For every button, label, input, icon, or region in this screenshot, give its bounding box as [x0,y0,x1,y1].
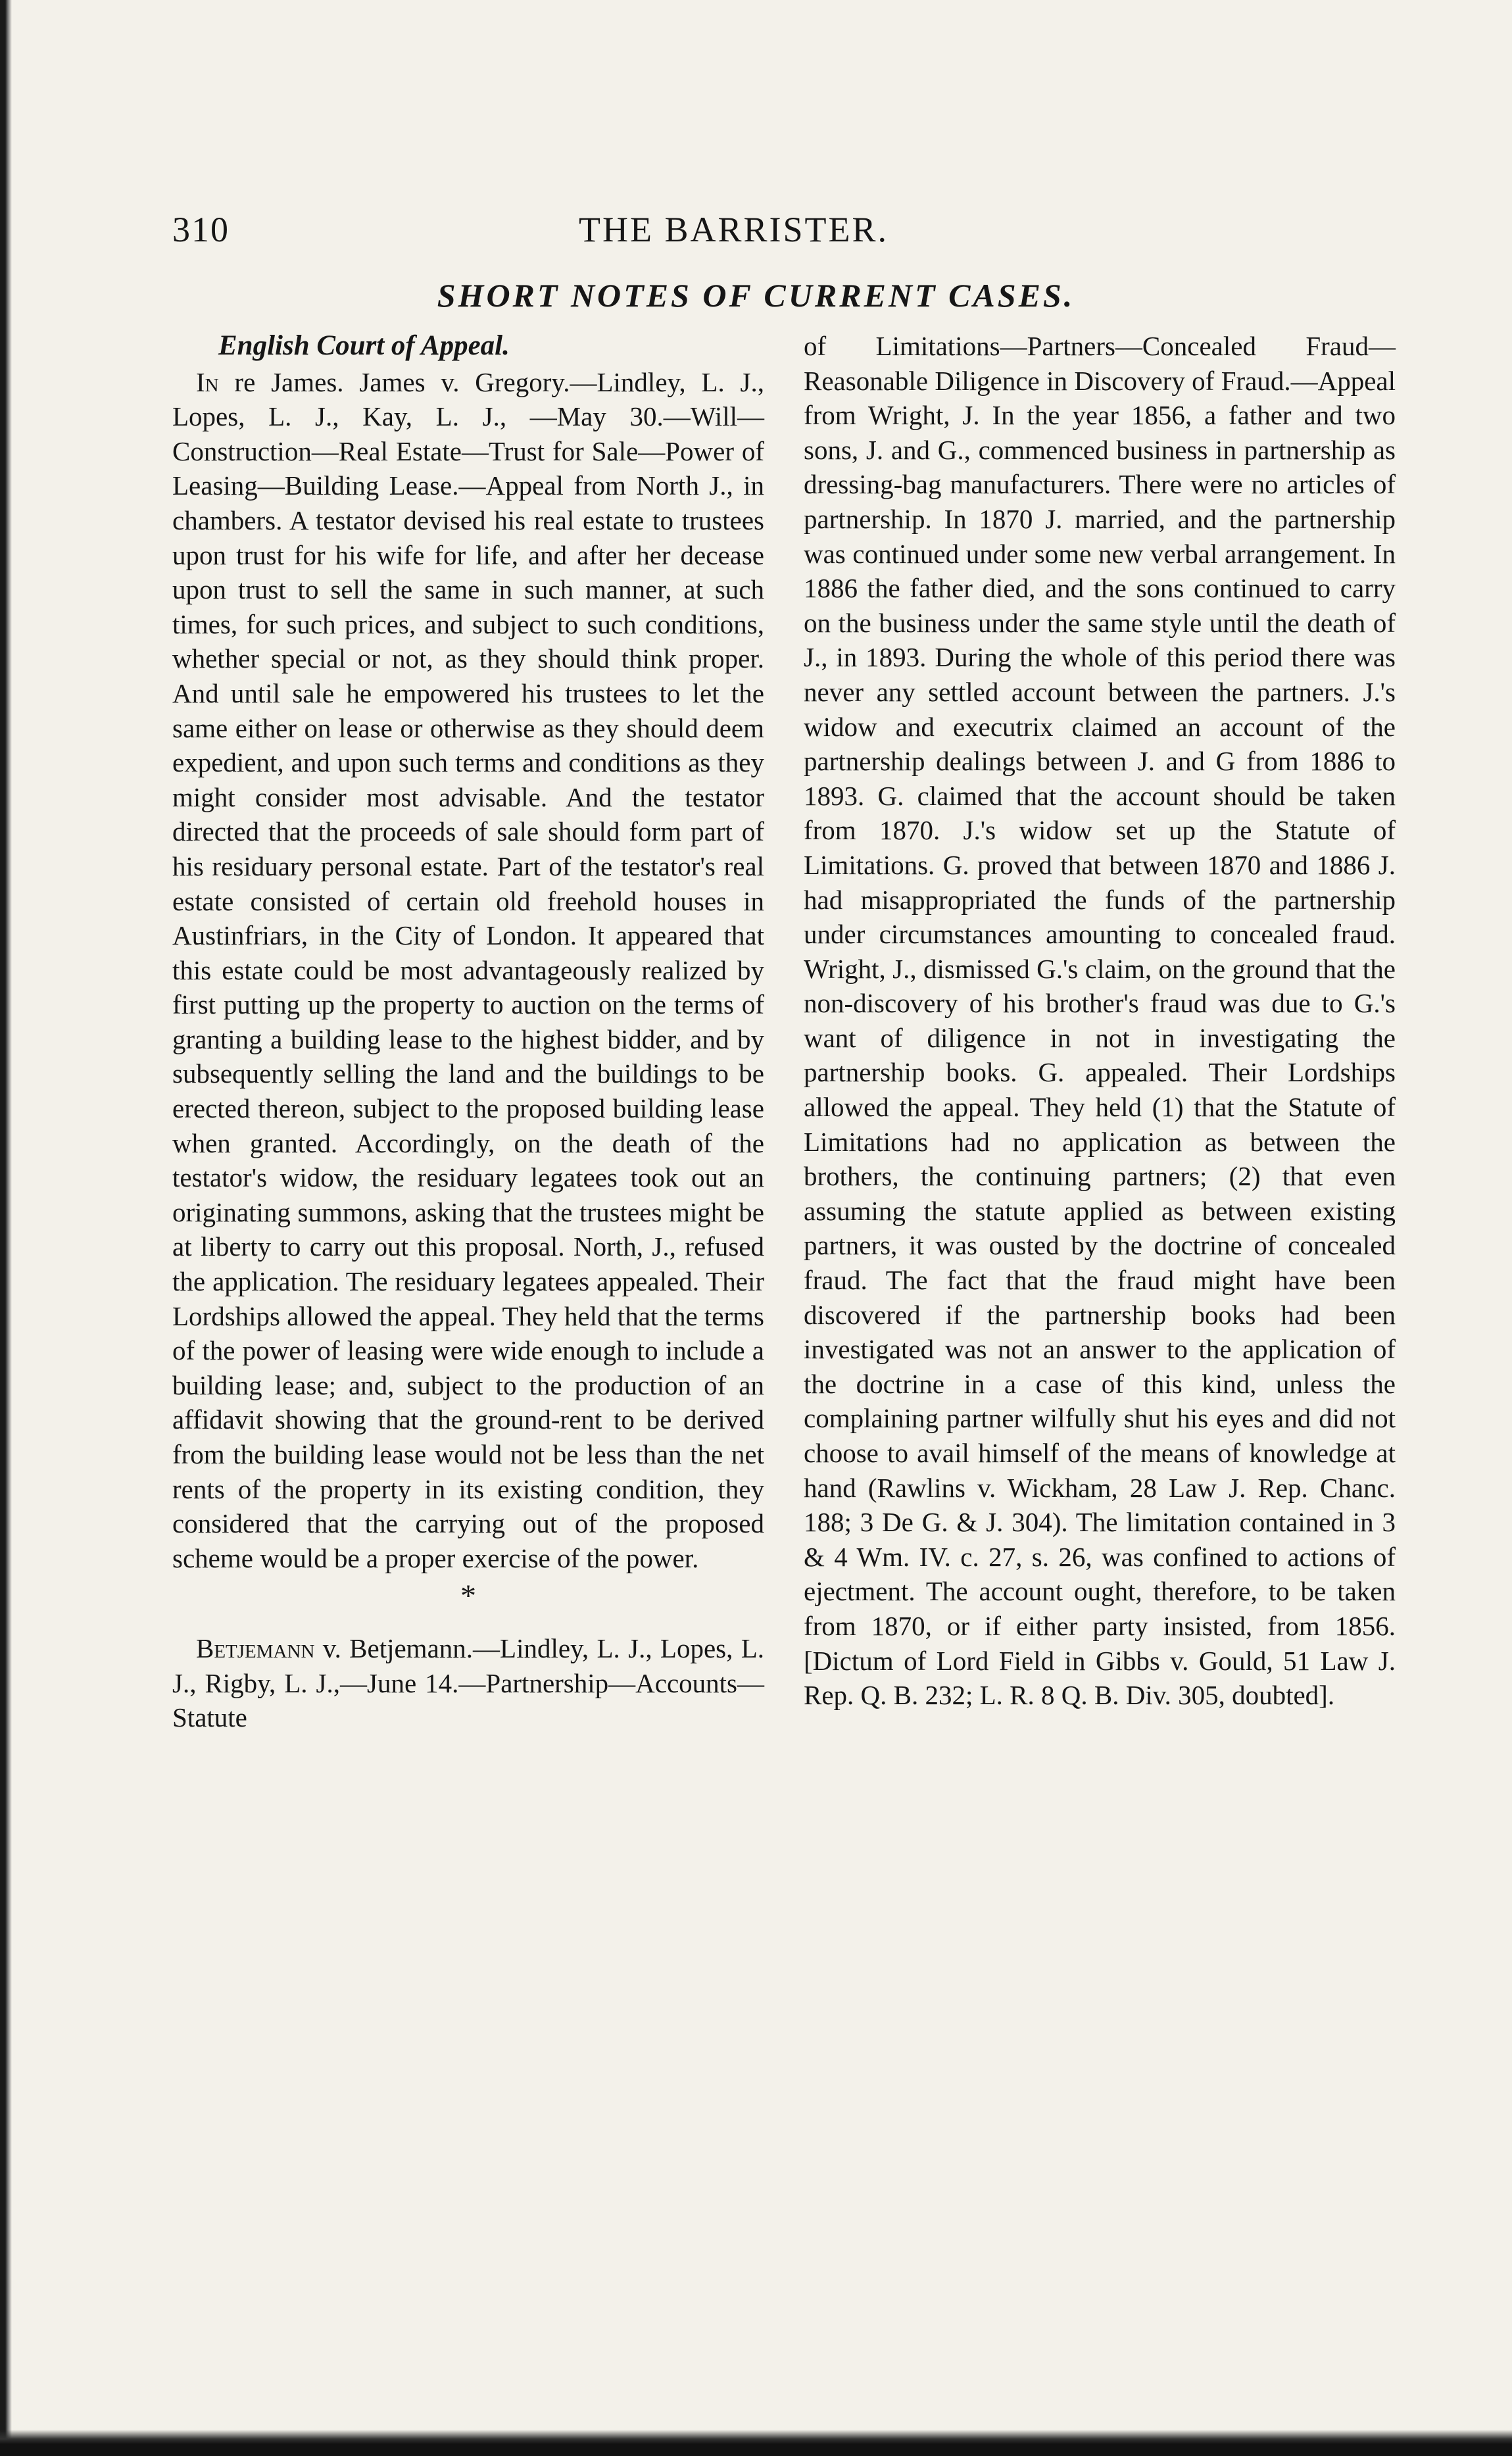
case2-lead: Betjemann [196,1633,315,1663]
case2-text-left: v. Betjemann.—Lindley, L. J., Lopes, L. J., Rigby, L. J.,—June 14.—Partnership—Accounts—Statute [172,1633,764,1733]
running-title: THE BARRISTER. [579,210,889,249]
scan-edge-bottom [0,2430,1512,2456]
left-column [172,329,764,1735]
scan-edge-left [0,0,12,2456]
case1-lead: In [196,366,219,397]
ornament-asterisk: * [460,1579,476,1614]
case-james-v-gregory [172,365,764,1576]
section-title: SHORT NOTES OF CURRENT CASES. [437,277,1075,314]
case-betjemann-start [172,1631,764,1735]
case-betjemann-continued: of Limitations—Partners—Concealed Fraud—Reasonable Diligence in Discovery of Fraud.—Appeal from Wright, J. In the year 1856, a father and two sons, J. and G., commenced business in partnership as dressing-bag manufacturers. There were no articles of partnership. In 1870 J. married, and the partnership was continued under some new verbal arrangement. In 1886 the father died, and the sons continued to carry on the business under the same style until the death of J., in 1893. During the whole of this period there was never any settled account between the partners. J.'s widow and executrix claimed an account of the partnership dealings between J. and G from 1886 to 1893. G. claimed that the account should be taken from 1870. J.'s widow set up the Statute of Limitations. G. proved that between 1870 and 1886 J. had misappropriated the funds of the partnership under circumstances amounting to concealed fraud. Wright, J., dismissed G.'s claim, on the ground that the non-discovery of his brother's fraud was due to G.'s want of diligence in not in investigating the partnership books. G. appealed. Their Lordships allowed the appeal. They held (1) that the Statute of Limitations had no application as between the brothers, the continuing partners; (2) that even assuming the statute applied as between existing partners, it was ousted by the doctrine of concealed fraud. The fact that the fraud might have been discovered if the partnership books had been investigated was not an answer to the application of the doctrine in a case of this kind, unless the complaining partner wilfully shut his eyes and did not choose to avail himself of the means of knowledge at hand (Rawlins v. Wickham, 28 Law J. Rep. Chanc. 188; 3 De G. & J. 304). The limitation contained in 3 & 4 Wm. IV. c. 27, s. 26, was confined to actions of ejectment. The account ought, therefore, to be taken from 1870, or if either party insisted, from 1856. [Dictum of Lord Field in Gibbs v. Gould, 51 Law J. Rep. Q. B. 232; L. R. 8 Q. B. Div. 305, doubted]. [804,331,1396,1711]
page-number: 310 [172,210,230,249]
court-heading: English Court of Appeal. [218,330,510,361]
right-column [804,329,1396,1713]
case1-text: re James. James v. Gregory.—Lindley, L. J., Lopes, L. J., Kay, L. J., —May 30.—Will—Construction—Real Estate—Trust for Sale—Power of Leasing—Building Lease.—Appeal from North J., in chambers. A testator devised his real estate to trustees upon trust for his wife for life, and after her decease upon trust to sell the same in such manner, at such times, for such prices, and subject to such conditions, whether special or not, as they should think proper. And until sale he empowered his trustees to let the same either on lease or otherwise as they should deem expedient, and upon such terms and conditions as they might consider most advisable. And the testator directed that the proceeds of sale should form part of his residuary personal estate. Part of the testator's real estate consisted of certain old freehold houses in Austinfriars, in the City of London. It appeared that this estate could be most advantageously realized by first putting up the property to auction on the terms of granting a building lease to the highest bidder, and by subsequently selling the land and the buildings to be erected thereon, subject to the proposed building lease when granted. Accordingly, on the death of the testator's widow, the residuary legatees took out an originating summons, asking that the trustees might be at liberty to carry out this proposal. North, J., refused the application. The residuary legatees appealed. Their Lordships allowed the appeal. They held that the terms of the power of leasing were wide enough to include a building lease; and, subject to the production of an affidavit showing that the ground-rent to be derived from the building lease would not be less than the net rents of the property in its existing condition, they considered that the carrying out of the proposed scheme would be a proper exercise of the power. [172,366,764,1573]
